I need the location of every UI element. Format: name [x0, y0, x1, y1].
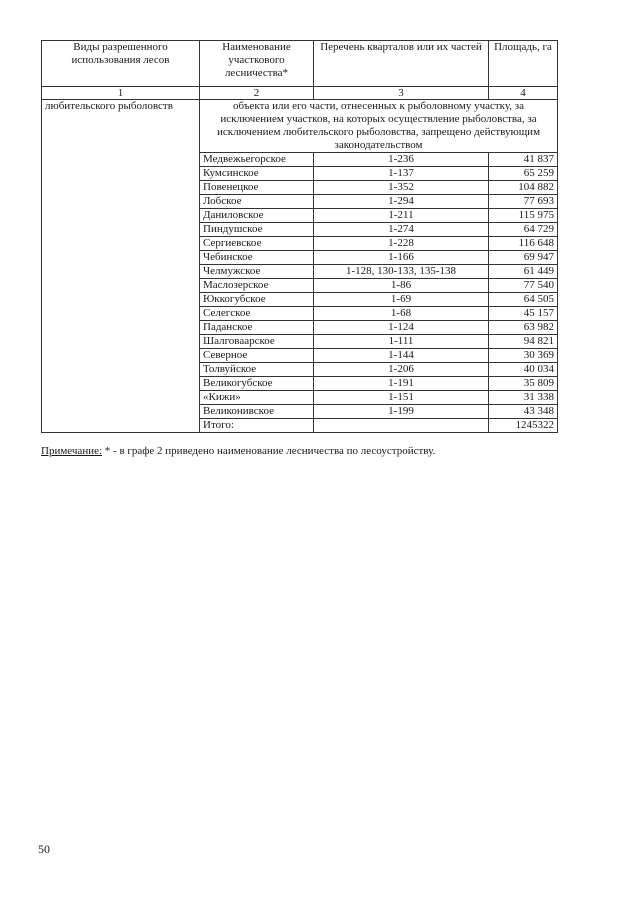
header-quarters: Перечень кварталов или их частей [314, 41, 489, 87]
area-value: 65 259 [489, 167, 558, 181]
forestry-name: Толвуйское [200, 363, 314, 377]
forest-use-table [41, 40, 558, 433]
quarters-list: 1-191 [314, 377, 489, 391]
quarters-list: 1-236 [314, 153, 489, 167]
area-value: 35 809 [489, 377, 558, 391]
forestry-name: «Кижи» [200, 391, 314, 405]
forestry-name: Повенецкое [200, 181, 314, 195]
area-value: 94 821 [489, 335, 558, 349]
area-value: 30 369 [489, 349, 558, 363]
forestry-name: Юккогубское [200, 293, 314, 307]
page-number: 50 [38, 842, 50, 856]
forestry-name: Селегское [200, 307, 314, 321]
area-value: 61 449 [489, 265, 558, 279]
quarters-list: 1-128, 130-133, 135-138 [314, 265, 489, 279]
area-value: 77 693 [489, 195, 558, 209]
forestry-name: Северное [200, 349, 314, 363]
forestry-name: Кумсинское [200, 167, 314, 181]
area-value: 43 348 [489, 405, 558, 419]
header-area: Площадь, га [489, 41, 558, 87]
footnote [41, 445, 435, 457]
quarters-list: 1-294 [314, 195, 489, 209]
quarters-list: 1-144 [314, 349, 489, 363]
forestry-name: Лобское [200, 195, 314, 209]
footnote-text: * - в графе 2 приведено наименование лесничества по лесоустройству. [102, 445, 436, 457]
use-type-cell: любительского рыболовств [42, 100, 200, 433]
quarters-list: 1-124 [314, 321, 489, 335]
area-value: 69 947 [489, 251, 558, 265]
area-value: 41 837 [489, 153, 558, 167]
quarters-list: 1-211 [314, 209, 489, 223]
quarters-list: 1-352 [314, 181, 489, 195]
column-number: 4 [489, 87, 558, 100]
column-number-row [42, 87, 558, 100]
total-quarters [314, 419, 489, 433]
quarters-list: 1-151 [314, 391, 489, 405]
quarters-list: 1-166 [314, 251, 489, 265]
quarters-list: 1-69 [314, 293, 489, 307]
quarters-list: 1-68 [314, 307, 489, 321]
quarters-list: 1-111 [314, 335, 489, 349]
forestry-name: Пиндушское [200, 223, 314, 237]
area-value: 63 982 [489, 321, 558, 335]
use-description: объекта или его части, отнесенных к рыболовному участку, за исключением участков, на которых осуществление рыболовства, за исключением любительского рыболовства, запрещено действующим законодательством [200, 100, 558, 153]
footnote-label: Примечание: [41, 445, 103, 457]
forestry-name: Великонивское [200, 405, 314, 419]
forestry-name: Даниловское [200, 209, 314, 223]
quarters-list: 1-228 [314, 237, 489, 251]
forestry-name: Маслозерское [200, 279, 314, 293]
forestry-name: Шалговаарское [200, 335, 314, 349]
header-use-type: Виды разрешенного использования лесов [42, 41, 200, 87]
forestry-name: Челмужское [200, 265, 314, 279]
header-row [42, 41, 558, 87]
quarters-list: 1-206 [314, 363, 489, 377]
forestry-name: Сергиевское [200, 237, 314, 251]
forestry-name: Чебинское [200, 251, 314, 265]
quarters-list: 1-199 [314, 405, 489, 419]
area-value: 31 338 [489, 391, 558, 405]
quarters-list: 1-137 [314, 167, 489, 181]
area-value: 77 540 [489, 279, 558, 293]
area-value: 45 157 [489, 307, 558, 321]
area-value: 64 729 [489, 223, 558, 237]
quarters-list: 1-86 [314, 279, 489, 293]
area-value: 40 034 [489, 363, 558, 377]
area-value: 115 975 [489, 209, 558, 223]
total-label: Итого: [200, 419, 314, 433]
area-value: 104 882 [489, 181, 558, 195]
forestry-name: Великогубское [200, 377, 314, 391]
area-value: 116 648 [489, 237, 558, 251]
header-forestry: Наименование участкового лесничества* [200, 41, 314, 87]
total-area: 1245322 [489, 419, 558, 433]
column-number: 2 [200, 87, 314, 100]
forestry-name: Медвежьегорское [200, 153, 314, 167]
column-number: 3 [314, 87, 489, 100]
description-row [42, 100, 558, 153]
quarters-list: 1-274 [314, 223, 489, 237]
forestry-name: Паданское [200, 321, 314, 335]
column-number: 1 [42, 87, 200, 100]
area-value: 64 505 [489, 293, 558, 307]
